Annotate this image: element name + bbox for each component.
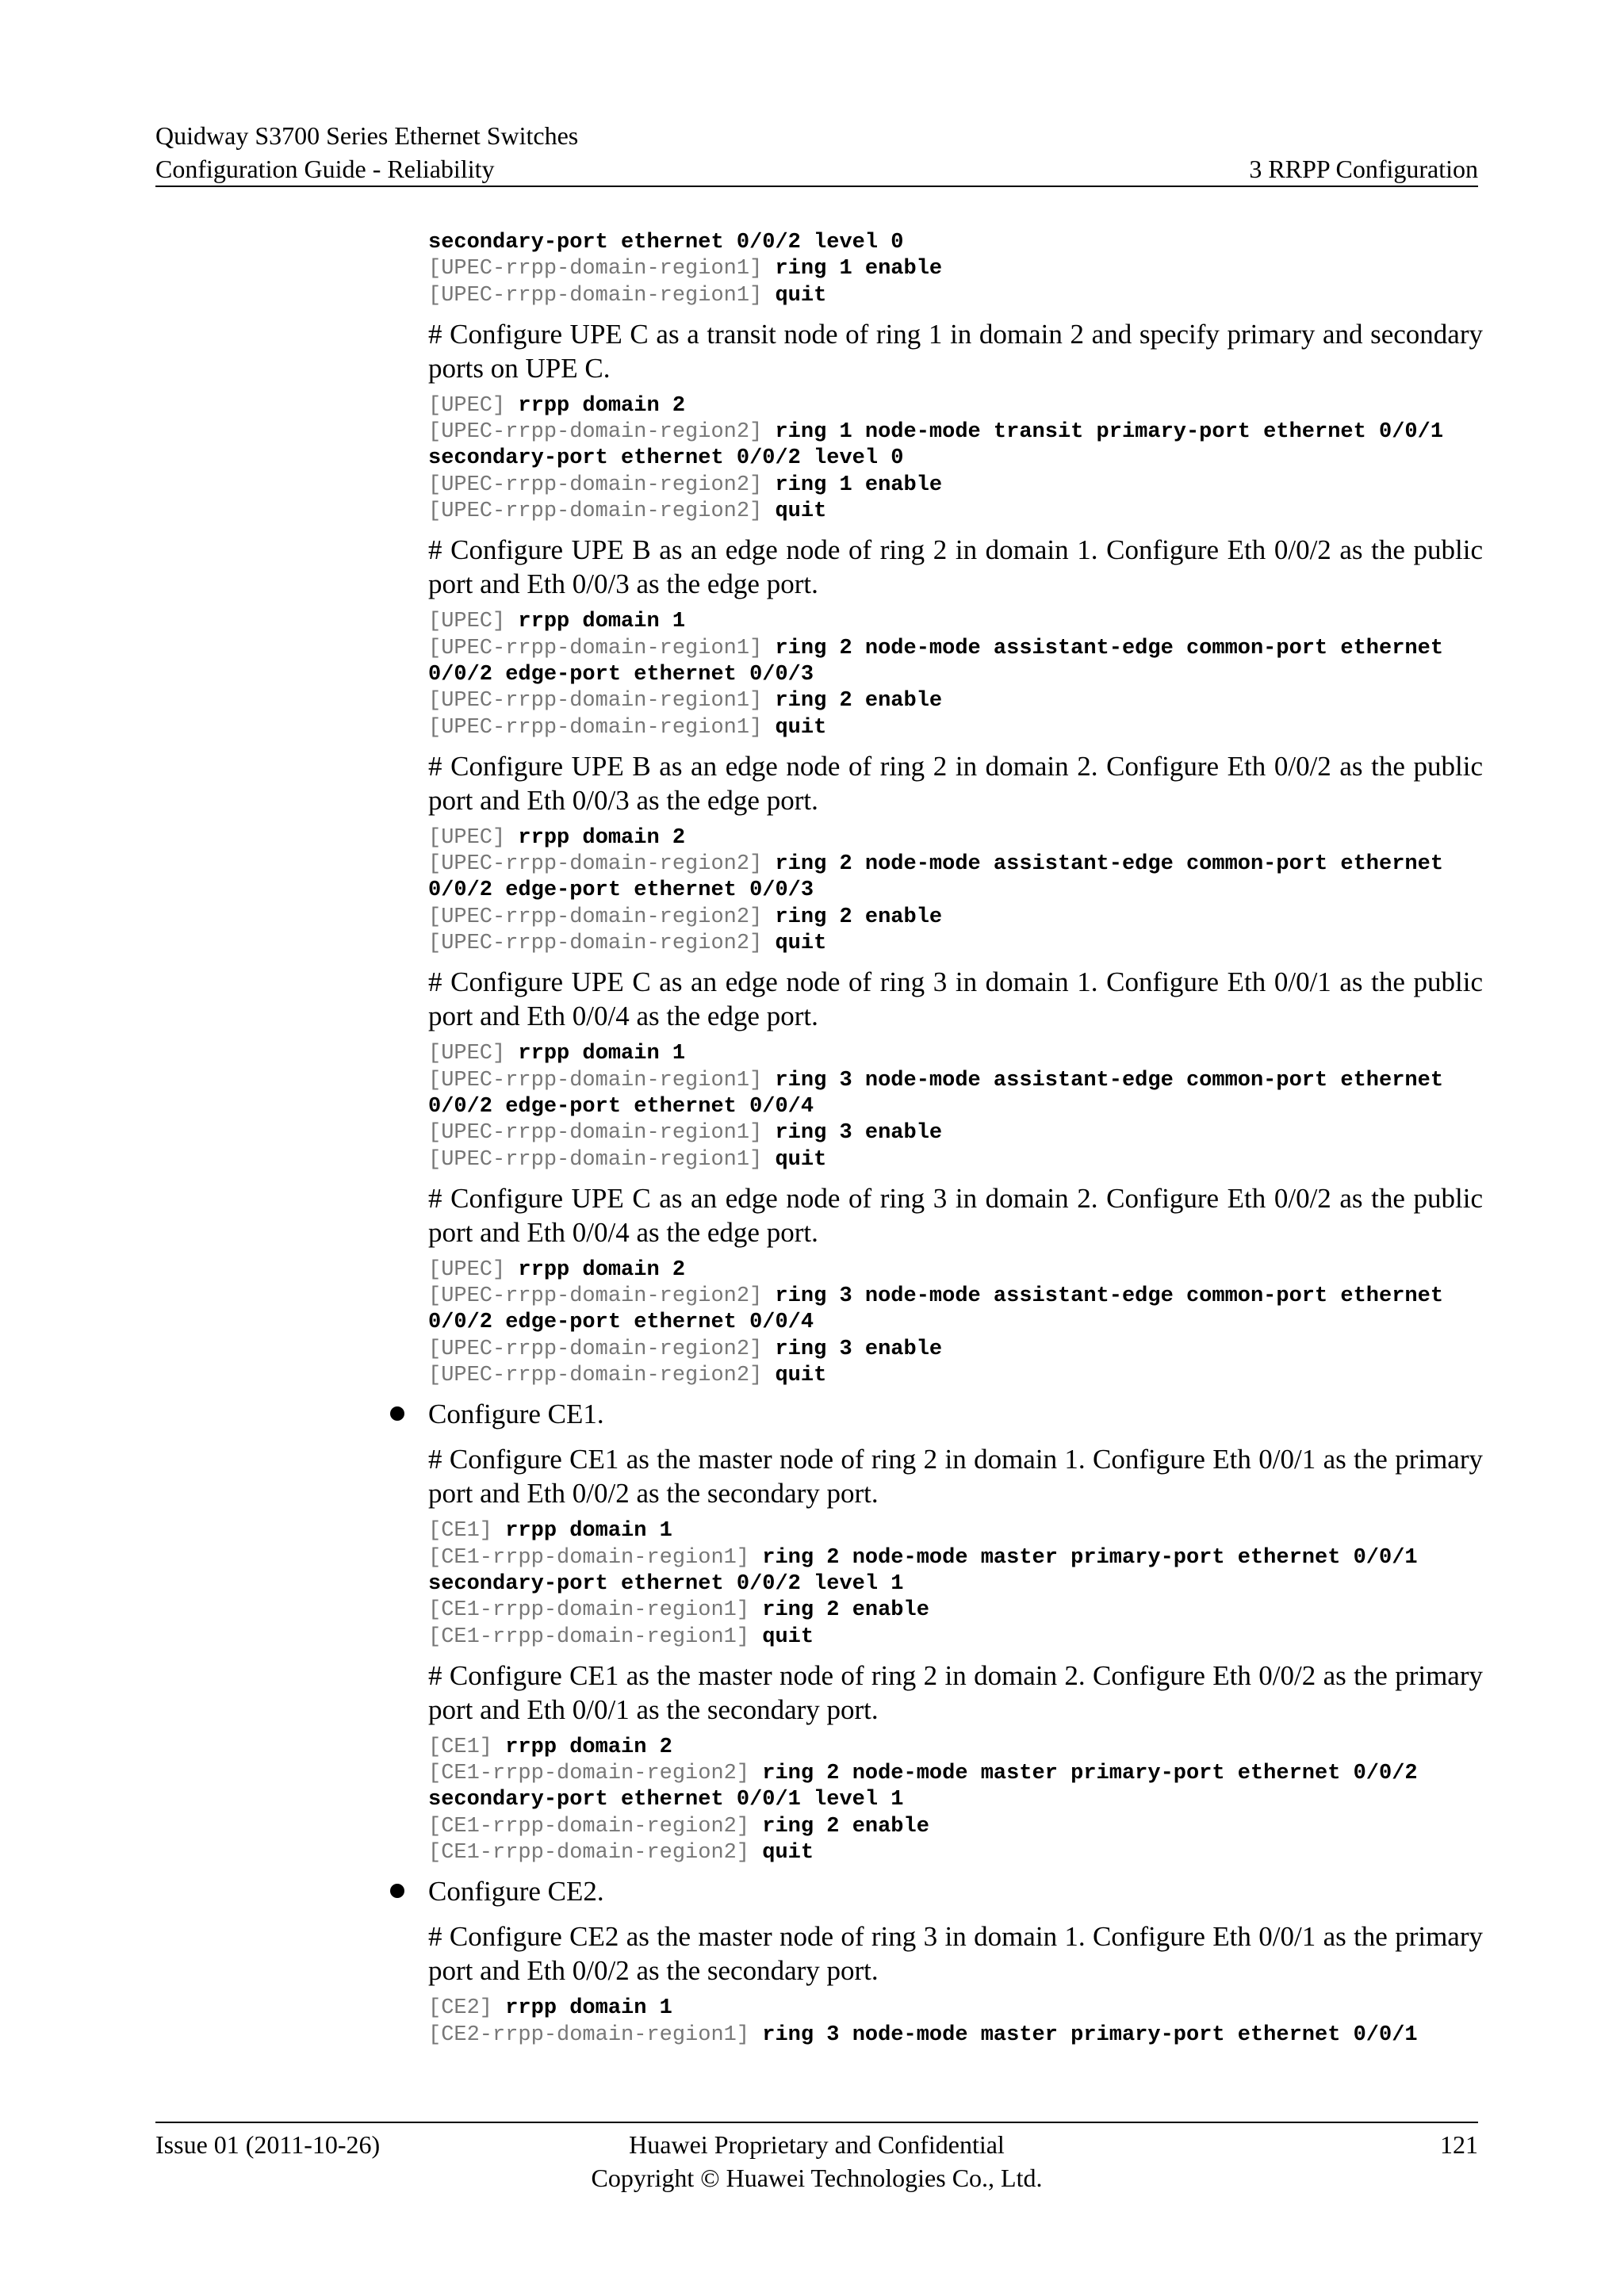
code-line (428, 1996, 1483, 2022)
paragraph: # Configure UPE C as an edge node of ring 3 in domain 2. Configure Eth 0/0/2 as the public port and Eth 0/0/4 as the edge port. (428, 1182, 1483, 1248)
header-left (155, 119, 578, 186)
confidential-label: Huawei Proprietary and Confidential (629, 2130, 1005, 2159)
cli-command: ring 3 node-mode master primary-port ethernet 0/0/1 (762, 2022, 1418, 2047)
code-line (428, 1284, 1483, 1310)
cli-prompt: [UPEC] (428, 1257, 519, 1282)
cli-prompt: [CE1-rrpp-domain-region2] (428, 1762, 763, 1786)
cli-command: quit (775, 1364, 827, 1388)
code-line (428, 499, 1483, 525)
cli-command: quit (775, 1147, 827, 1172)
cli-command: ring 2 node-mode assistant-edge common-port ethernet (775, 852, 1444, 877)
code-block (428, 1518, 1483, 1650)
cli-command: ring 2 enable (762, 1598, 929, 1623)
cli-prompt: [UPEC-rrpp-domain-region2] (428, 1337, 776, 1361)
cli-command: secondary-port ethernet 0/0/2 level 0 (428, 231, 904, 254)
code-line (428, 283, 1483, 309)
code-line (428, 825, 1483, 851)
code-line (428, 473, 1483, 499)
cli-prompt: [CE1-rrpp-domain-region1] (428, 1624, 763, 1649)
cli-command: quit (762, 1840, 814, 1865)
code-line (428, 931, 1483, 957)
code-line (428, 1571, 1483, 1598)
cli-command: 0/0/2 edge-port ethernet 0/0/3 (428, 662, 814, 687)
cli-prompt: [UPEC-rrpp-domain-region1] (428, 257, 776, 281)
cli-command: ring 1 enable (775, 473, 943, 497)
cli-command: ring 2 node-mode master primary-port ethernet 0/0/2 (762, 1762, 1418, 1786)
cli-prompt: [CE1-rrpp-domain-region2] (428, 1840, 763, 1865)
bullet-item (428, 1397, 1483, 1431)
bullet-dot-icon (390, 1884, 404, 1898)
cli-prompt: [UPEC-rrpp-domain-region1] (428, 636, 776, 660)
paragraph: # Configure UPE C as an edge node of ring 3 in domain 1. Configure Eth 0/0/1 as the public port and Eth 0/0/4 as the edge port. (428, 966, 1483, 1032)
code-block (428, 1735, 1483, 1866)
paragraph: # Configure CE1 as the master node of ring 2 in domain 1. Configure Eth 0/0/1 as the primary port and Eth 0/0/2 as the secondary port. (428, 1444, 1483, 1510)
cli-command: rrpp domain 1 (518, 1042, 686, 1066)
code-line (428, 393, 1483, 419)
cli-prompt: [UPEC-rrpp-domain-region1] (428, 1147, 776, 1172)
code-line (428, 1545, 1483, 1571)
cli-command: quit (775, 499, 827, 524)
code-line (428, 2022, 1483, 2049)
cli-prompt: [CE1] (428, 1519, 506, 1544)
cli-command: secondary-port ethernet 0/0/1 level 1 (428, 1788, 904, 1812)
cli-prompt: [UPEC-rrpp-domain-region2] (428, 473, 776, 497)
guide-title: Configuration Guide - Reliability (155, 155, 495, 183)
code-line (428, 1814, 1483, 1840)
cli-command: rrpp domain 2 (518, 1257, 686, 1282)
paragraph: # Configure UPE C as a transit node of ring 1 in domain 2 and specify primary and secondary ports on UPE C. (428, 318, 1483, 384)
bullet-text: Configure CE1. (428, 1399, 604, 1430)
code-line (428, 688, 1483, 714)
code-line (428, 1735, 1483, 1761)
code-line (428, 446, 1483, 472)
cli-prompt: [UPEC-rrpp-domain-region1] (428, 1068, 776, 1093)
code-block (428, 1996, 1483, 2049)
cli-command: rrpp domain 1 (505, 1519, 672, 1544)
cli-command: secondary-port ethernet 0/0/2 level 1 (428, 1571, 904, 1596)
cli-command: 0/0/2 edge-port ethernet 0/0/4 (428, 1094, 814, 1119)
page-header (155, 119, 1478, 187)
cli-command: ring 3 enable (775, 1337, 943, 1361)
code-block (428, 1041, 1483, 1173)
cli-prompt: [UPEC-rrpp-domain-region1] (428, 689, 776, 714)
code-line (428, 662, 1483, 688)
cli-command: ring 2 enable (775, 905, 943, 929)
code-line (428, 256, 1483, 282)
code-line (428, 1257, 1483, 1284)
code-line (428, 609, 1483, 635)
cli-prompt: [CE2-rrpp-domain-region1] (428, 2022, 763, 2047)
cli-prompt: [UPEC-rrpp-domain-region2] (428, 420, 776, 445)
bullet-item (428, 1874, 1483, 1908)
code-line (428, 1337, 1483, 1363)
cli-prompt: [UPEC] (428, 825, 519, 850)
code-block (428, 609, 1483, 740)
bullet-dot-icon (390, 1406, 404, 1421)
cli-command: ring 3 node-mode assistant-edge common-port ethernet (775, 1068, 1444, 1093)
cli-prompt: [UPEC-rrpp-domain-region2] (428, 1364, 776, 1388)
page-content (428, 230, 1483, 2049)
copyright-label: Copyright © Huawei Technologies Co., Ltd. (591, 2164, 1043, 2192)
cli-command: rrpp domain 2 (518, 393, 686, 418)
cli-prompt: [UPEC-rrpp-domain-region1] (428, 283, 776, 308)
cli-prompt: [UPEC-rrpp-domain-region1] (428, 715, 776, 740)
cli-prompt: [UPEC] (428, 610, 519, 634)
code-line (428, 1068, 1483, 1094)
code-line (428, 1840, 1483, 1866)
cli-command: quit (762, 1624, 814, 1649)
footer-center (155, 2128, 1478, 2195)
cli-prompt: [CE2] (428, 1996, 506, 2021)
paragraph: # Configure UPE B as an edge node of ring 2 in domain 2. Configure Eth 0/0/2 as the public port and Eth 0/0/3 as the edge port. (428, 750, 1483, 816)
code-line (428, 1041, 1483, 1067)
paragraph: # Configure CE1 as the master node of ring 2 in domain 2. Configure Eth 0/0/2 as the primary port and Eth 0/0/1 as the secondary port. (428, 1659, 1483, 1725)
code-block (428, 1257, 1483, 1389)
cli-command: secondary-port ethernet 0/0/2 level 0 (428, 446, 904, 471)
code-line (428, 1598, 1483, 1624)
paragraph: # Configure UPE B as an edge node of ring 2 in domain 1. Configure Eth 0/0/2 as the public port and Eth 0/0/3 as the edge port. (428, 534, 1483, 600)
issue-label: Issue 01 (2011-10-26) (155, 2130, 381, 2159)
cli-prompt: [UPEC-rrpp-domain-region2] (428, 852, 776, 877)
cli-prompt: [UPEC-rrpp-domain-region1] (428, 1121, 776, 1146)
cli-prompt: [CE1-rrpp-domain-region1] (428, 1598, 763, 1623)
cli-command: ring 2 node-mode master primary-port ethernet 0/0/1 (762, 1545, 1418, 1570)
cli-prompt: [CE1] (428, 1735, 506, 1759)
code-line (428, 905, 1483, 931)
cli-command: rrpp domain 2 (518, 825, 686, 850)
cli-command: 0/0/2 edge-port ethernet 0/0/3 (428, 878, 814, 903)
cli-command: rrpp domain 1 (505, 1996, 672, 2021)
page-footer (155, 2122, 1478, 2195)
code-line (428, 1310, 1483, 1336)
cli-prompt: [CE1-rrpp-domain-region1] (428, 1545, 763, 1570)
code-line (428, 636, 1483, 662)
code-line (428, 1147, 1483, 1173)
chapter-title: 3 RRPP Configuration (1249, 155, 1478, 183)
cli-prompt: [UPEC] (428, 1042, 519, 1066)
cli-command: ring 2 enable (775, 689, 943, 714)
cli-command: ring 2 node-mode assistant-edge common-port ethernet (775, 636, 1444, 660)
bullet-text: Configure CE2. (428, 1876, 604, 1908)
cli-command: quit (775, 715, 827, 740)
code-line (428, 1094, 1483, 1120)
code-line (428, 1120, 1483, 1146)
cli-prompt: [UPEC-rrpp-domain-region2] (428, 932, 776, 956)
cli-command: rrpp domain 2 (505, 1735, 672, 1759)
page-number: 121 (1440, 2130, 1478, 2159)
cli-prompt: [UPEC] (428, 393, 519, 418)
cli-command: ring 2 enable (762, 1814, 929, 1839)
code-line (428, 1624, 1483, 1651)
code-line (428, 230, 1483, 256)
code-line (428, 878, 1483, 904)
paragraph: # Configure CE2 as the master node of ring 3 in domain 1. Configure Eth 0/0/1 as the primary port and Eth 0/0/2 as the secondary port. (428, 1921, 1483, 1987)
code-line (428, 1787, 1483, 1813)
cli-command: quit (775, 932, 827, 956)
code-block (428, 393, 1483, 525)
cli-command: rrpp domain 1 (518, 610, 686, 634)
product-title: Quidway S3700 Series Ethernet Switches (155, 121, 579, 150)
cli-command: ring 3 enable (775, 1121, 943, 1146)
code-block (428, 825, 1483, 957)
cli-command: ring 1 node-mode transit primary-port ethernet 0/0/1 (775, 420, 1444, 445)
cli-prompt: [UPEC-rrpp-domain-region2] (428, 905, 776, 929)
code-line (428, 1518, 1483, 1544)
code-block (428, 230, 1483, 309)
cli-command: 0/0/2 edge-port ethernet 0/0/4 (428, 1311, 814, 1335)
code-line (428, 851, 1483, 878)
code-line (428, 715, 1483, 741)
cli-prompt: [UPEC-rrpp-domain-region2] (428, 499, 776, 524)
cli-prompt: [CE1-rrpp-domain-region2] (428, 1814, 763, 1839)
cli-prompt: [UPEC-rrpp-domain-region2] (428, 1284, 776, 1309)
cli-command: ring 1 enable (775, 257, 943, 281)
code-line (428, 419, 1483, 446)
cli-command: ring 3 node-mode assistant-edge common-port ethernet (775, 1284, 1444, 1309)
code-line (428, 1761, 1483, 1787)
cli-command: quit (775, 283, 827, 308)
code-line (428, 1363, 1483, 1389)
